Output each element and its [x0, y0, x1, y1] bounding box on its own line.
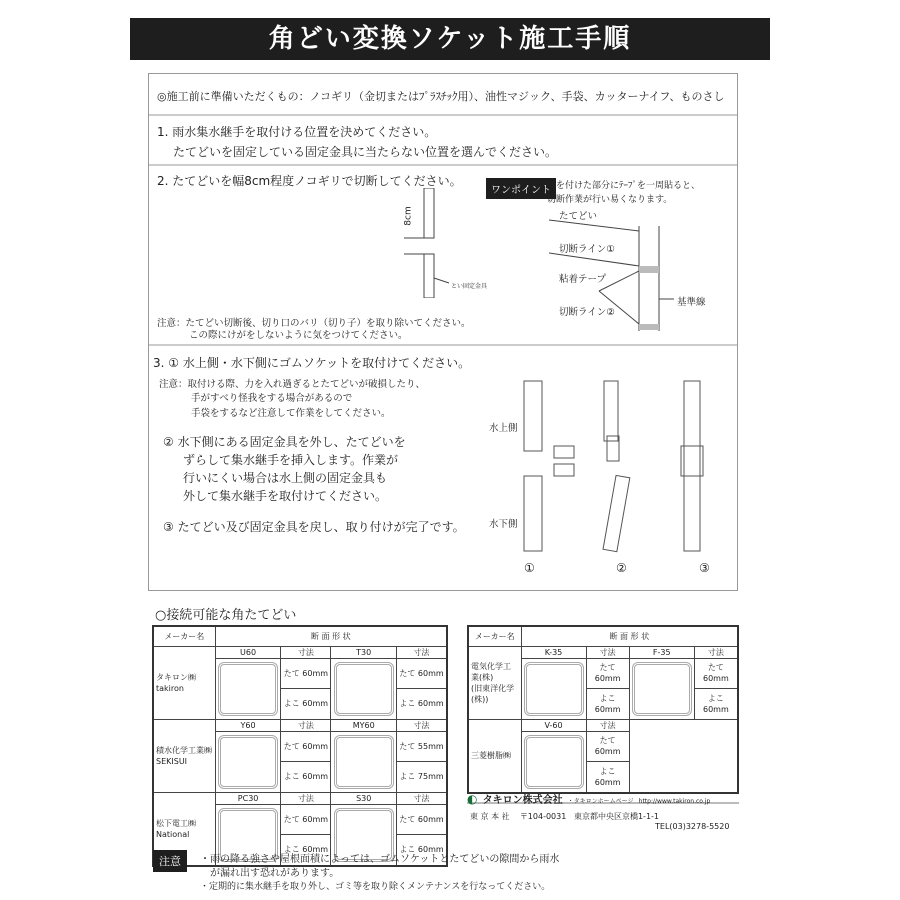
step3-note3: 手袋をするなど注意して作業をしてください。 [191, 408, 391, 419]
maker-name: 電気化学工業(株) [471, 661, 511, 682]
label-cut2: 切断ライン② [559, 307, 615, 318]
fig1-label: ① [524, 561, 535, 575]
dim-height: たて 60mm [281, 658, 331, 689]
caution-1: ・雨の降る強さや屋根面積によっては、ゴムソケットとたてどいの隙間から雨水 [200, 854, 560, 865]
dim-width: よこ 60mm [694, 689, 738, 720]
label-pipe: たてどい [559, 211, 598, 222]
dim-header: 寸法 [281, 792, 331, 804]
tip-text2: 切断作業が行い易くなります。 [547, 195, 673, 205]
step1-section [149, 116, 737, 166]
dim-header: 寸法 [281, 719, 331, 731]
maker-cell [153, 719, 215, 792]
step3-note: 注意：取付ける際、力を入れ過ぎるとたてどいが破損したり、 [159, 379, 426, 390]
homepage-url[interactable]: http://www.takiron.co.jp [638, 798, 711, 805]
dim-width: よこ 60mm [281, 835, 331, 866]
dim-header: 寸法 [397, 646, 447, 658]
maker-name-en: SEKISUI [156, 756, 188, 766]
dim-height: たて 60mm [281, 731, 331, 762]
lower-label: 水下側 [489, 519, 518, 530]
model-name: Y60 [215, 719, 281, 731]
profile-shape [331, 658, 397, 719]
header-maker: メーカー名 [153, 626, 215, 646]
takiron-logo-icon: ◐ [467, 792, 478, 806]
dim-height: たて 60mm [397, 804, 447, 835]
caution-1b: が漏れ出す恐れがあります。 [210, 868, 340, 879]
step3-2d: 外して集水継手を取付けてください。 [183, 489, 388, 503]
dim-width: よこ 60mm [281, 762, 331, 793]
label-tape: 粘着テープ [559, 274, 607, 285]
dim-height: たて 60mm [694, 658, 738, 689]
instructions-box [148, 73, 738, 591]
step3-title: 3. ① 水上側・水下側にゴムソケットを取付けてください。 [153, 356, 471, 370]
prep-text: ◎施工前に準備いただくもの：ノコギリ（金切またはﾌﾟﾗｽﾁｯｸ用）、油性マジック、手袋、カッターナイフ、ものさし [157, 90, 725, 103]
address: 東京都中央区京橋1-1-1 [573, 812, 660, 821]
step3-2: ② 水下側にある固定金具を外し、たてどいを [163, 435, 406, 449]
profile-shape [521, 731, 586, 793]
maker-name-en: takiron [156, 683, 184, 693]
step2-note: 注意：たてどい切断後、切り口のバリ（切り子）を取り除いてください。 [157, 318, 471, 329]
step3-note2: 手がすべり怪我をする場合があるので [191, 393, 353, 404]
profile-shape [215, 658, 281, 719]
model-name: PC30 [215, 792, 281, 804]
dim-width: よこ 60mm [281, 689, 331, 720]
compat-heading: ○接続可能な角たてどい [155, 608, 297, 623]
maker-cell [468, 719, 521, 793]
maker-name: タキロン㈱ [156, 672, 196, 682]
header-shape: 断 面 形 状 [521, 626, 738, 646]
compat-table-right [467, 625, 739, 794]
model-name: MY60 [331, 719, 397, 731]
maker-cell [468, 646, 521, 719]
header-maker: メーカー名 [468, 626, 521, 646]
office: 東 京 本 社 [470, 812, 510, 821]
compat-table-left [152, 625, 448, 867]
company-name: タキロン株式会社 [482, 795, 563, 806]
model-name: F-35 [629, 646, 694, 658]
maker-name: 積水化学工業㈱ [156, 745, 212, 755]
dim-width: よこ 75mm [397, 762, 447, 793]
tel: TEL(03)3278-5520 [655, 822, 730, 831]
step2-note2: この際にけがをしないように気をつけてください。 [189, 330, 408, 341]
tip-text: 印を付けた部分にﾃｰﾌﾟを一周貼ると、 [547, 181, 701, 191]
profile-shape [331, 731, 397, 792]
label-cut1: 切断ライン① [559, 244, 615, 255]
homepage-label: ・タキロンホームページ [567, 798, 634, 805]
fig2-label: ② [616, 561, 627, 575]
caution-badge: 注意 [153, 850, 187, 872]
bracket-label: とい固定金具 [451, 283, 488, 290]
step3-section [149, 346, 737, 592]
dim-header: 寸法 [397, 719, 447, 731]
model-name: V-60 [521, 719, 586, 731]
dim-width: よこ 60mm [397, 835, 447, 866]
dim-header: 寸法 [281, 646, 331, 658]
label-base: 基準線 [677, 297, 706, 308]
address-line [470, 811, 659, 822]
zip: 〒104-0031 [519, 812, 567, 821]
dim-header: 寸法 [397, 792, 447, 804]
model-name: U60 [215, 646, 281, 658]
install-diagram [509, 376, 729, 556]
maker-name: 三菱樹脂㈱ [471, 751, 511, 760]
dim-header: 寸法 [586, 719, 629, 731]
profile-shape [629, 658, 694, 719]
page-title: 角どい変換ソケット施工手順 [130, 18, 770, 60]
footer-logo [467, 788, 739, 804]
profile-shape [215, 731, 281, 792]
step3-2b: ずらして集水継手を挿入します。作業が [183, 453, 399, 467]
dim-header: 寸法 [586, 646, 629, 658]
profile-shape [521, 658, 586, 719]
header-shape: 断 面 形 状 [215, 626, 447, 646]
dim-width: よこ 60mm [586, 689, 629, 720]
maker-name-en: National [156, 829, 190, 839]
dim-height: たて 60mm [586, 658, 629, 689]
model-name: S30 [331, 792, 397, 804]
step1-text: 1. 雨水集水継手を取付ける位置を決めてください。 [157, 125, 437, 139]
step1-text2: たてどいを固定している固定金具に当たらない位置を選んでください。 [173, 145, 558, 159]
dim-height: たて 60mm [586, 731, 629, 762]
step3-3: ③ たてどい及び固定金具を戻し、取り付けが完了です。 [163, 520, 465, 534]
dim-height: たて 60mm [281, 804, 331, 835]
model-name: K-35 [521, 646, 586, 658]
model-name: T30 [331, 646, 397, 658]
dim-label: 8cm [403, 206, 414, 226]
fig3-label: ③ [699, 561, 710, 575]
maker-name-en: (旧東洋化学(株)) [471, 683, 515, 704]
maker-cell [153, 646, 215, 719]
step2-title: 2. たてどいを幅8cm程度ノコギリで切断してください。 [157, 174, 462, 188]
upper-label: 水上側 [489, 423, 518, 434]
step2-section [149, 166, 737, 346]
onepoint-badge: ワンポイント [486, 178, 556, 199]
dim-width: よこ 60mm [586, 762, 629, 793]
dim-height: たて 60mm [397, 658, 447, 689]
step3-2c: 行いにくい場合は水上側の固定金具も [183, 471, 388, 485]
prep-section [149, 74, 737, 116]
dim-width: よこ 60mm [397, 689, 447, 720]
maker-name: 松下電工㈱ [156, 818, 196, 828]
dim-header: 寸法 [694, 646, 738, 658]
caution-2: ・定期的に集水継手を取り外し、ゴミ等を取り除くメンテナンスを行なってください。 [200, 882, 551, 892]
dim-height: たて 55mm [397, 731, 447, 762]
